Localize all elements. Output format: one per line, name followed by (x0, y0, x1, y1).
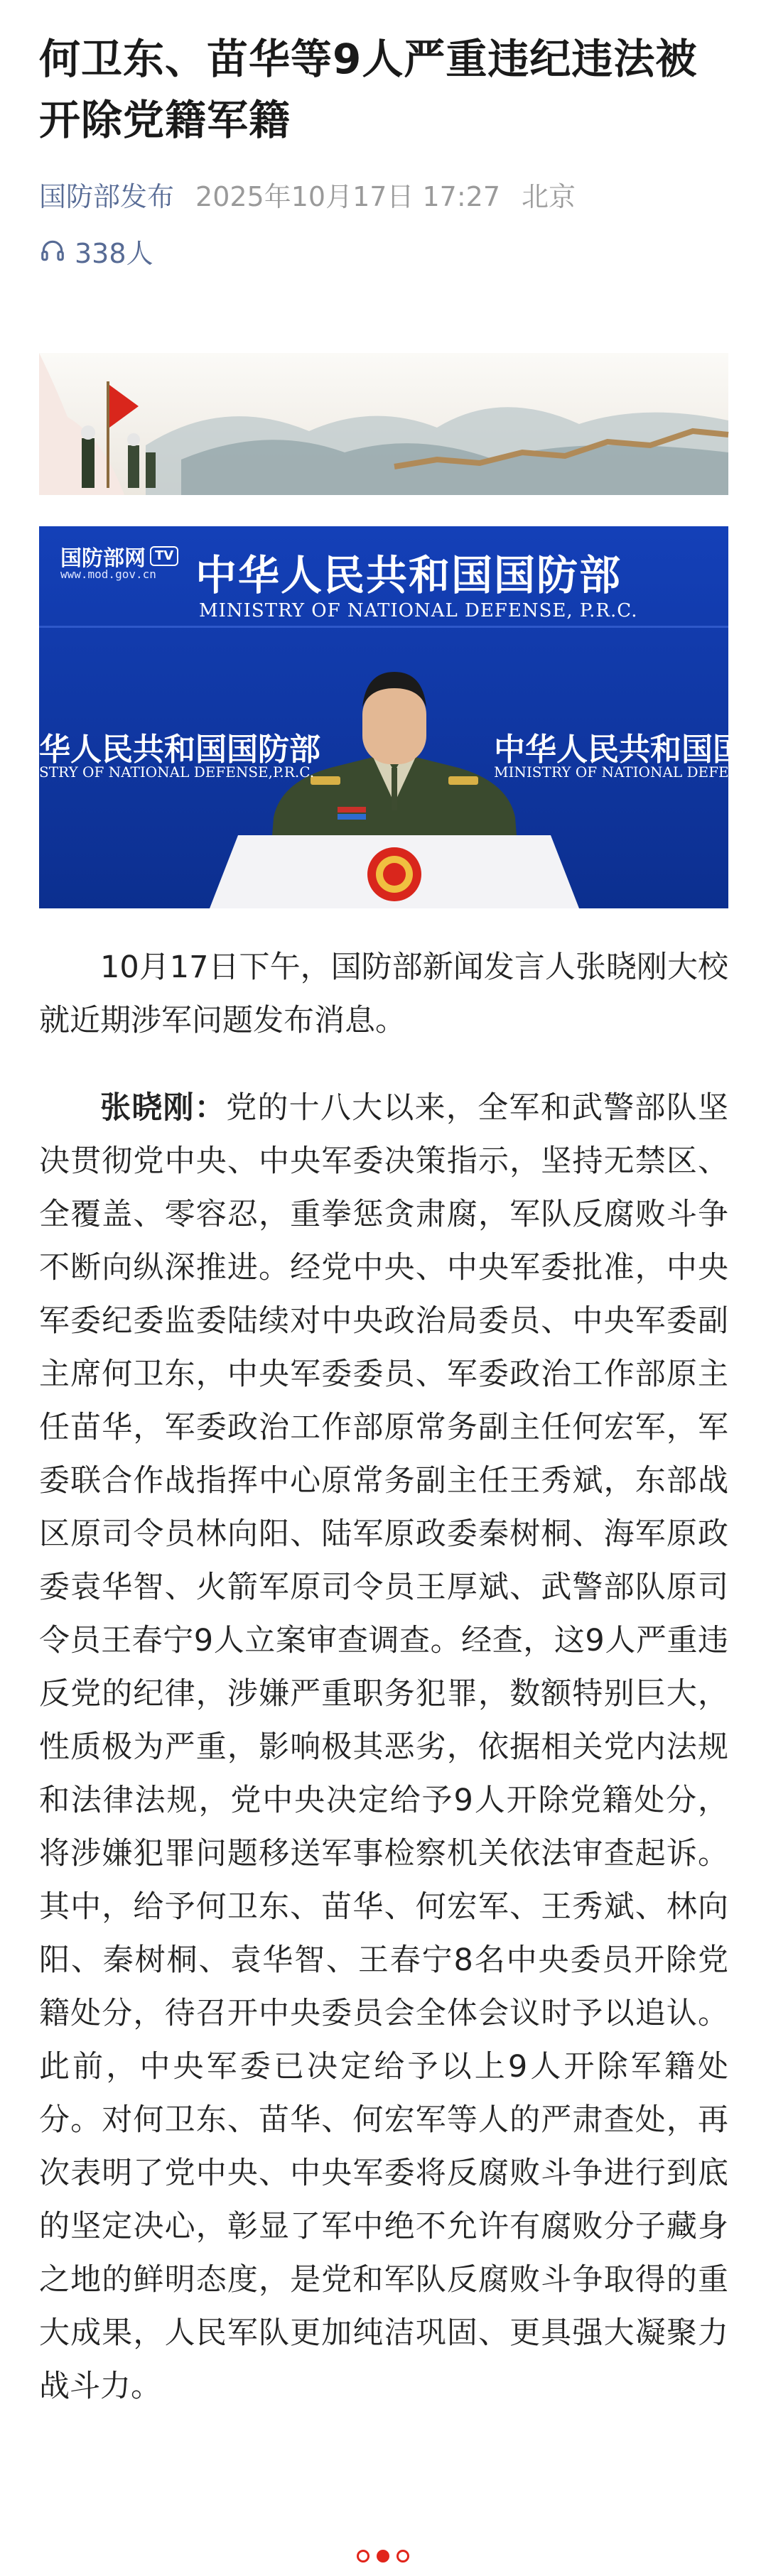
headphone-icon (39, 237, 66, 264)
backdrop-left-cn: 华人民共和国国防部 (39, 732, 320, 768)
statement-text: 党的十八大以来，全军和武警部队坚决贯彻党中央、中央军委决策指示，坚持无禁区、全覆盖、零容忍，重拳惩贪肃腐，军队反腐败斗争不断向纵深推进。经党中央、中央军委批准，中央军委纪委监委陆续对中央政治局委员、中央军委副主席何卫东，中央军委委员、军委政治工作部原主任苗华，军委政治工作部原常务副主任何宏军，军委联合作战指挥中心原常务副主任王秀斌，东部战区原司令员林向阳、陆军原政委秦树桐、海军原政委袁华智、火箭军原司令员王厚斌、武警部队原司令员王春宁9人立案审查调查。经查，这9人严重违反党的纪律，涉嫌严重职务犯罪，数额特别巨大，性质极为严重，影响极其恶劣，依据相关党内法规和法律法规，党中央决定给予9人开除党籍处分，将涉嫌犯罪问题移送军事检察机关依法审查起诉。其中，给予何卫东、苗华、何宏军、王秀斌、林向阳、秦树桐、袁华智、王春宁8名中央委员开除党籍处分，待召开中央委员会全体会议时予以追认。此前，中央军委已决定给予以上9人开除军籍处分。对何卫东、苗华、何宏军等人的严肃查处，再次表明了党中央、中央军委将反腐败斗争进行到底的坚定决心，彰显了军中绝不允许有腐败分子藏身之地的鲜明态度，是党和军队反腐败斗争取得的重大成果，人民军队更加纯洁巩固、更具强大凝聚力战斗力。 (39, 1090, 729, 2404)
decoration-dot (377, 2550, 389, 2563)
backdrop-left-en: STRY OF NATIONAL DEFENSE,P.R.C. (39, 763, 315, 781)
backdrop-right-en: MINISTRY OF NATIONAL DEFENSE (494, 763, 762, 781)
article-body (39, 941, 728, 2447)
end-decoration (0, 2550, 766, 2563)
statement-paragraph (39, 1082, 728, 2413)
source-account-link[interactable]: 国防部发布 (39, 180, 175, 212)
backdrop-title-en: MINISTRY OF NATIONAL DEFENSE, P.R.C. (199, 600, 638, 621)
backdrop-right-cn: 中华人民共和国国 (494, 732, 744, 768)
listen-count: 338人 (75, 237, 153, 269)
header-banner-image (39, 353, 728, 495)
decoration-dot (357, 2550, 369, 2563)
mod-network-logo: 国防部网 TV (60, 540, 178, 572)
listen-button[interactable] (39, 231, 153, 271)
publish-date: 2025年10月17日 17:27 (195, 180, 501, 212)
intro-paragraph: 10月17日下午，国防部新闻发言人张晓刚大校就近期涉军问题发布消息。 (39, 950, 728, 1038)
article-title: 何卫东、苗华等9人严重违纪违法被开除党籍军籍 (39, 35, 698, 144)
decoration-dot (397, 2550, 409, 2563)
publish-location: 北京 (522, 180, 576, 212)
article-meta (39, 174, 576, 214)
speaker-name: 张晓刚： (100, 1090, 227, 1126)
backdrop-title-cn: 中华人民共和国国防部 (195, 551, 622, 599)
mod-network-url: www.mod.gov.cn (60, 567, 156, 581)
press-conference-photo (39, 526, 762, 908)
